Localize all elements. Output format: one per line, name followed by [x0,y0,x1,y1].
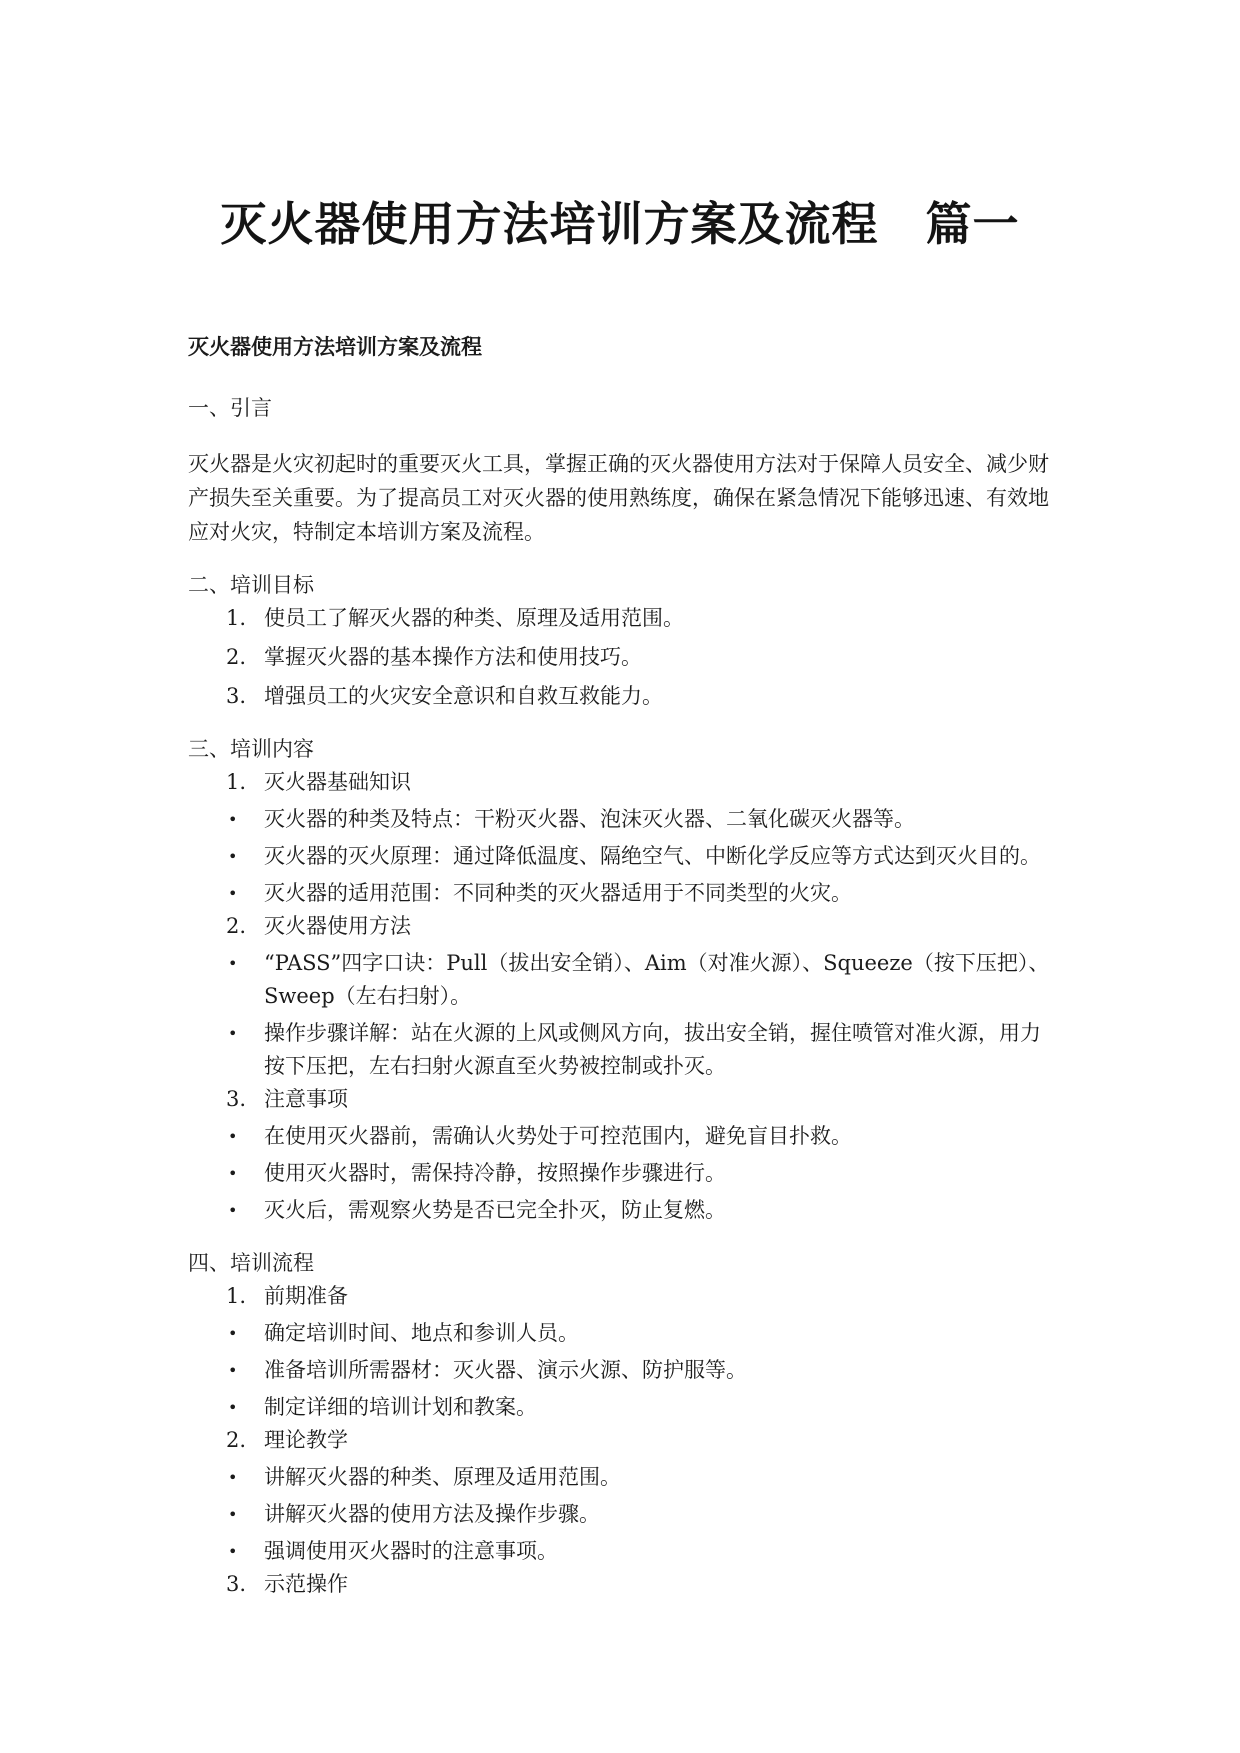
goal-item [188,680,1058,713]
process-numbered-item [188,1568,1058,1601]
bullet-dot-icon: • [228,1468,238,1487]
intro-paragraph: 灭火器是火灾初起时的重要灭火工具，掌握正确的灭火器使用方法对于保障人员安全、减少财产损失至关重要。为了提高员工对灭火器的使用熟练度，确保在紧急情况下能够迅速、有效地应对火灾，特制定本培训方案及流程。 [188,452,1049,544]
goal-text: 增强员工的火灾安全意识和自救互救能力。 [264,684,663,708]
goal-item [188,641,1058,674]
list-number: 2. [226,914,247,938]
section-heading-intro: 一、引言 [188,396,272,420]
content-bullet-item [188,1017,1058,1083]
bullet-dot-icon: • [228,1164,238,1183]
bullet-dot-icon: • [228,954,238,973]
section-process [188,1247,1058,1601]
bullet-dot-icon: • [228,1542,238,1561]
section-heading-content: 三、培训内容 [188,737,314,761]
content-bullet-item [188,1157,1058,1190]
bullet-dot-icon: • [228,1361,238,1380]
content-numbered-item [188,766,1058,799]
process-numbered-item [188,1280,1058,1313]
list-number: 1. [226,770,247,794]
bullet-text: 使用灭火器时，需保持冷静，按照操作步骤进行。 [264,1161,726,1185]
process-bullet-item [188,1535,1058,1568]
content-bullet-item [188,1120,1058,1153]
list-number: 1. [226,1284,247,1308]
goal-item [188,602,1058,635]
document-body [188,330,1058,1601]
bullet-text: 操作步骤详解：站在火源的上风或侧风方向，拔出安全销，握住喷管对准火源，用力按下压把，左右扫射火源直至火势被控制或扑灭。 [264,1021,1041,1078]
process-bullet-item [188,1498,1058,1531]
list-number: 3. [226,1572,247,1596]
bullet-text: 制定详细的培训计划和教案。 [264,1395,537,1419]
content-bullet-item [188,947,1058,1013]
bullet-dot-icon: • [228,1505,238,1524]
process-bullet-item [188,1461,1058,1494]
process-bullet-item [188,1317,1058,1350]
document-subtitle: 灭火器使用方法培训方案及流程 [188,335,482,359]
bullet-text: 灭火器的种类及特点：干粉灭火器、泡沫灭火器、二氧化碳灭火器等。 [264,807,915,831]
content-bullet-item [188,1194,1058,1227]
bullet-dot-icon: • [228,1024,238,1043]
process-numbered-item [188,1424,1058,1457]
numbered-item-text: 灭火器使用方法 [264,914,411,938]
list-number: 3. [226,684,247,708]
numbered-item-text: 注意事项 [264,1087,348,1111]
document-title: 灭火器使用方法培训方案及流程 篇一 [220,197,1020,251]
list-number: 2. [226,1428,247,1452]
section-content [188,733,1058,1227]
process-bullet-item [188,1354,1058,1387]
bullet-dot-icon: • [228,1398,238,1417]
content-numbered-item [188,1083,1058,1116]
bullet-text: “PASS”四字口诀：Pull（拔出安全销）、Aim（对准火源）、Squeeze（按下压把）、Sweep（左右扫射）。 [264,951,1050,1008]
content-bullet-item [188,877,1058,910]
bullet-text: 确定培训时间、地点和参训人员。 [264,1321,579,1345]
numbered-item-text: 示范操作 [264,1572,348,1596]
section-intro [188,392,1058,549]
process-bullet-item [188,1391,1058,1424]
bullet-text: 灭火器的灭火原理：通过降低温度、隔绝空气、中断化学反应等方式达到灭火目的。 [264,844,1041,868]
bullet-text: 灭火器的适用范围：不同种类的灭火器适用于不同类型的火灾。 [264,881,852,905]
section-heading-process: 四、培训流程 [188,1251,314,1275]
bullet-dot-icon: • [228,1127,238,1146]
goal-text: 掌握灭火器的基本操作方法和使用技巧。 [264,645,642,669]
bullet-text: 讲解灭火器的种类、原理及适用范围。 [264,1465,621,1489]
bullet-dot-icon: • [228,1201,238,1220]
numbered-item-text: 灭火器基础知识 [264,770,411,794]
list-number: 1. [226,606,247,630]
bullet-text: 讲解灭火器的使用方法及操作步骤。 [264,1502,600,1526]
bullet-text: 灭火后，需观察火势是否已完全扑灭，防止复燃。 [264,1198,726,1222]
section-heading-goals: 二、培训目标 [188,573,314,597]
bullet-dot-icon: • [228,810,238,829]
bullet-text: 准备培训所需器材：灭火器、演示火源、防护服等。 [264,1358,747,1382]
bullet-text: 强调使用灭火器时的注意事项。 [264,1539,558,1563]
bullet-dot-icon: • [228,847,238,866]
goal-text: 使员工了解灭火器的种类、原理及适用范围。 [264,606,684,630]
bullet-dot-icon: • [228,884,238,903]
bullet-dot-icon: • [228,1324,238,1343]
list-number: 3. [226,1087,247,1111]
section-goals [188,569,1058,713]
content-bullet-item [188,840,1058,873]
bullet-text: 在使用灭火器前，需确认火势处于可控范围内，避免盲目扑救。 [264,1124,852,1148]
numbered-item-text: 理论教学 [264,1428,348,1452]
content-bullet-item [188,803,1058,836]
list-number: 2. [226,645,247,669]
content-numbered-item [188,910,1058,943]
numbered-item-text: 前期准备 [264,1284,348,1308]
